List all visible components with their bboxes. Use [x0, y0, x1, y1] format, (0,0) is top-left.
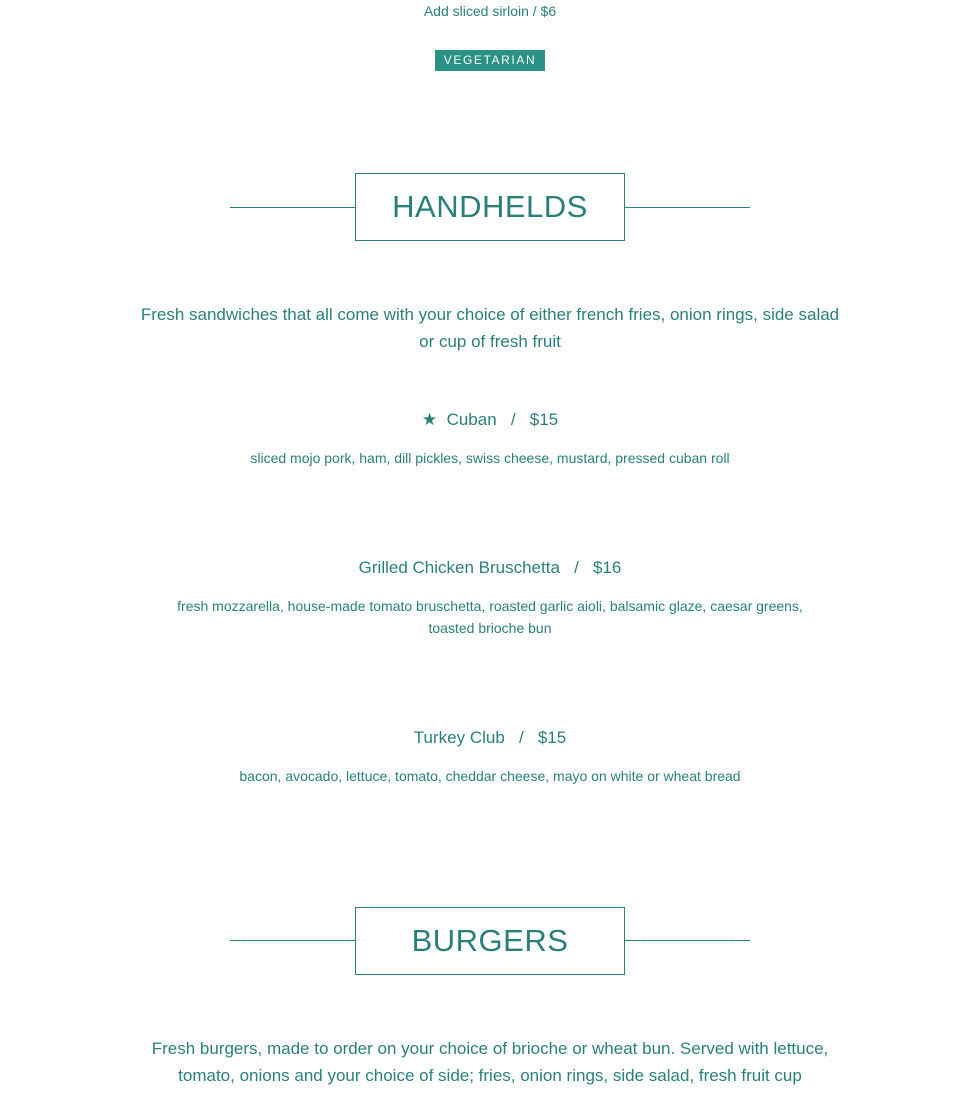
menu-item-title: Grilled Chicken Bruschetta / $16 [358, 558, 622, 577]
menu-item-title: Turkey Club / $15 [413, 728, 567, 747]
burgers-intro [0, 1035, 965, 1089]
menu-item-description [0, 447, 965, 469]
addon-note: Add sliced sirloin / $6 [423, 3, 557, 19]
menu-item-description [0, 765, 965, 787]
handhelds-heading: HANDHELDS [355, 173, 625, 241]
menu-item-description-text: bacon, avocado, lettuce, tomato, cheddar cheese, mayo on white or wheat bread [239, 768, 741, 784]
menu-item-description-text: sliced mojo pork, ham, dill pickles, swiss cheese, mustard, pressed cuban roll [250, 450, 730, 466]
handhelds-intro [0, 301, 965, 355]
handhelds-intro-text: Fresh sandwiches that all come with your choice of either french fries, onion rings, side salad or cup of fresh fruit [140, 305, 840, 351]
burgers-heading: BURGERS [355, 907, 625, 975]
menu-item-title: ★ Cuban / $15 [421, 410, 559, 429]
menu-item-description-text: fresh mozzarella, house-made tomato bruschetta, roasted garlic aioli, balsamic glaze, caesar greens, toasted brioche bun [177, 598, 803, 636]
burgers-intro-text: Fresh burgers, made to order on your choice of brioche or wheat bun. Served with lettuce, tomato, onions and your choice of side; fries, onion rings, side salad, fresh fruit cup [151, 1039, 829, 1085]
menu-item-description [0, 595, 965, 639]
vegetarian-badge: VEGETARIAN [435, 50, 545, 71]
